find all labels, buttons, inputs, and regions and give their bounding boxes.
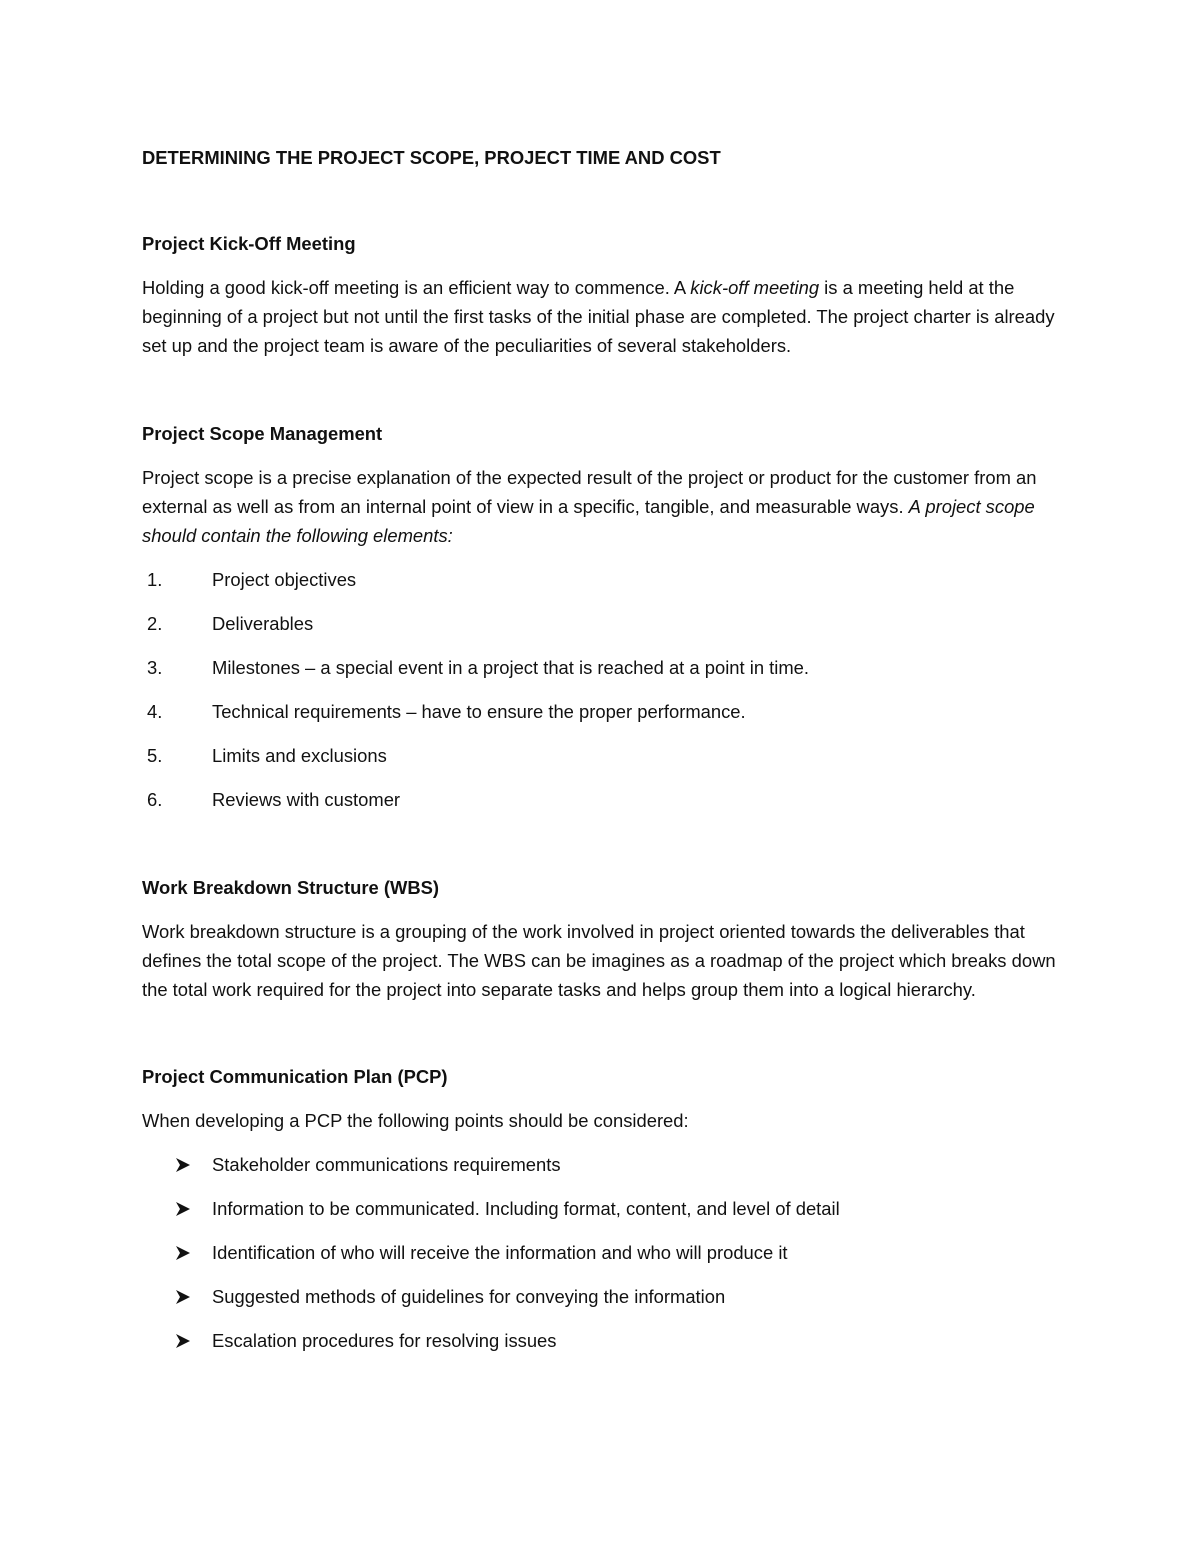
list-item-text: Deliverables [212,613,314,634]
paragraph-pcp: When developing a PCP the following points should be considered: [142,1110,689,1131]
list-item-text: Project objectives [212,569,357,590]
list-item [142,609,1060,638]
list-item-text: Stakeholder communications requirements [212,1154,561,1175]
arrowhead-bullet-icon [175,1157,191,1173]
list-item-text: Milestones – a special event in a project that is reached at a point in time. [212,657,810,678]
arrowhead-bullet-icon [175,1245,191,1261]
text-run: Project scope is a precise explanation of the expected result of the project or product for the customer from an external as well as from an internal point of view in a specific, tangible, and measurable ways. [142,467,1037,517]
heading-pcp: Project Communication Plan (PCP) [142,1066,448,1087]
list-number: 2. [147,613,163,634]
list-item-text: Information to be communicated. Including format, content, and level of detail [212,1198,840,1219]
heading-wbs: Work Breakdown Structure (WBS) [142,877,440,898]
list-item-text: Reviews with customer [212,789,401,810]
list-item [142,741,1060,770]
heading-scope: Project Scope Management [142,423,383,444]
list-item-text: Escalation procedures for resolving issues [212,1330,557,1351]
list-item [142,1194,1060,1223]
paragraph-scope [142,463,1060,550]
list-number: 4. [147,701,163,722]
italic-sentence: A project scope should contain the following elements: [142,496,1035,546]
list-item [142,1150,1060,1179]
text-run: is a meeting held at the beginning of a project but not until the first tasks of the initial phase are completed. The project charter is already set up and the project team is aware of the peculiarities of several stakeholders. [142,277,1055,356]
paragraph-kickoff [142,273,1060,360]
list-item [142,653,1060,682]
arrowhead-bullet-icon [175,1333,191,1349]
list-item [142,785,1060,814]
scope-elements-list [142,565,1060,814]
list-item [142,1238,1060,1267]
heading-kickoff: Project Kick-Off Meeting [142,233,356,254]
list-item [142,1326,1060,1355]
list-number: 3. [147,657,163,678]
list-item [142,565,1060,594]
list-item-text: Technical requirements – have to ensure the proper performance. [212,701,746,722]
list-item [142,1282,1060,1311]
list-item-text: Identification of who will receive the information and who will produce it [212,1242,788,1263]
text-run: Holding a good kick-off meeting is an efficient way to commence. A [142,277,691,298]
pcp-points-list [142,1150,1060,1355]
list-item-text: Limits and exclusions [212,745,387,766]
list-item-text: Suggested methods of guidelines for conveying the information [212,1286,726,1307]
list-number: 5. [147,745,163,766]
list-item [142,697,1060,726]
arrowhead-bullet-icon [175,1289,191,1305]
list-number: 1. [147,569,163,590]
list-number: 6. [147,789,163,810]
italic-term: kick-off meeting [690,277,820,298]
document-title: DETERMINING THE PROJECT SCOPE, PROJECT TIME AND COST [142,147,721,168]
paragraph-wbs: Work breakdown structure is a grouping of the work involved in project oriented towards the deliverables that defines the total scope of the project. The WBS can be imagines as a roadmap of the project which breaks down the total work required for the project into separate tasks and helps group them into a logical hierarchy. [142,921,1056,1000]
arrowhead-bullet-icon [175,1201,191,1217]
